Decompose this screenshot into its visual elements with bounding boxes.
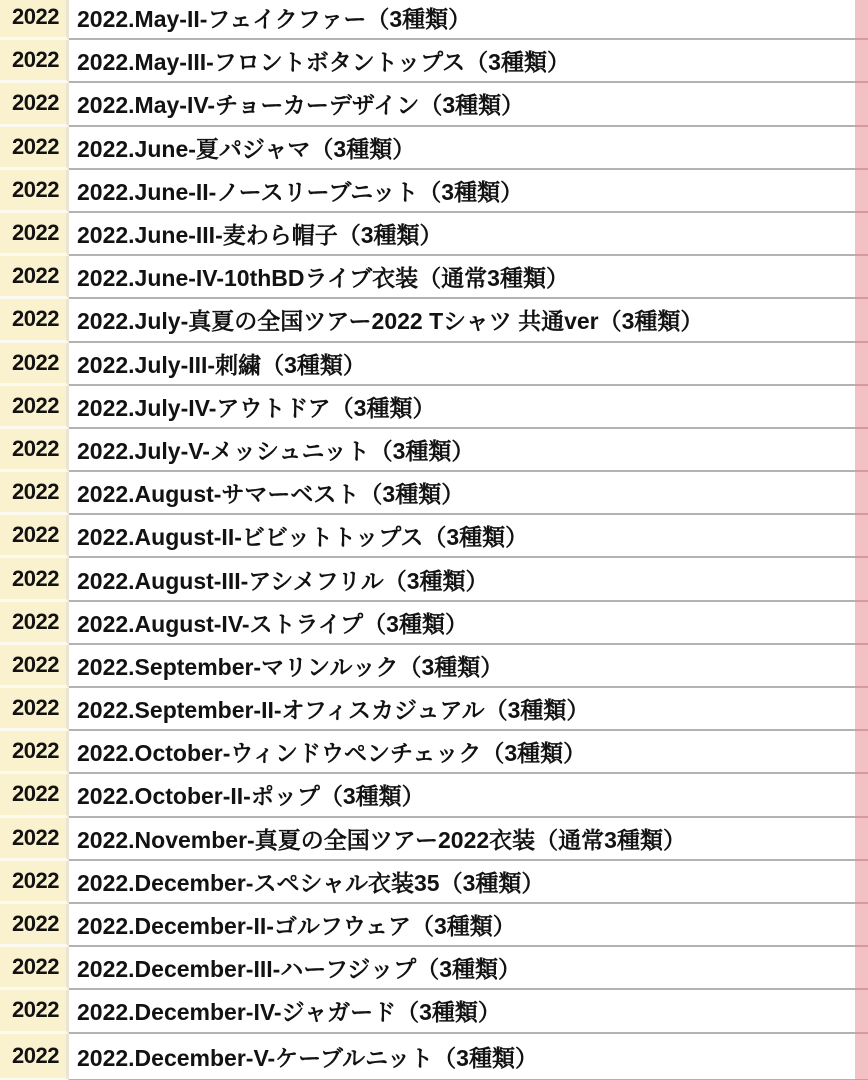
year-cell[interactable]: 2022 — [0, 818, 69, 861]
table-row — [0, 818, 868, 861]
item-name-cell[interactable]: 2022.July-IV-アウトドア（3種類） — [69, 386, 855, 429]
item-name-cell[interactable]: 2022.June-II-ノースリーブニット（3種類） — [69, 170, 855, 213]
year-cell[interactable]: 2022 — [0, 645, 69, 688]
item-name-cell[interactable]: 2022.June-III-麦わら帽子（3種類） — [69, 213, 855, 256]
table-row — [0, 256, 868, 299]
table-row — [0, 1034, 868, 1080]
table-row — [0, 645, 868, 688]
item-name-cell[interactable]: 2022.December-スペシャル衣装35（3種類） — [69, 861, 855, 904]
item-name-cell[interactable]: 2022.September-マリンルック（3種類） — [69, 645, 855, 688]
item-name-cell[interactable]: 2022.September-II-オフィスカジュアル（3種類） — [69, 688, 855, 731]
year-cell[interactable]: 2022 — [0, 515, 69, 558]
year-cell[interactable]: 2022 — [0, 990, 69, 1033]
year-cell[interactable]: 2022 — [0, 602, 69, 645]
year-cell[interactable]: 2022 — [0, 688, 69, 731]
table-row — [0, 990, 868, 1033]
item-name-cell[interactable]: 2022.June-夏パジャマ（3種類） — [69, 127, 855, 170]
item-name-cell[interactable]: 2022.June-IV-10thBDライブ衣装（通常3種類） — [69, 256, 855, 299]
item-name-cell[interactable]: 2022.July-III-刺繍（3種類） — [69, 343, 855, 386]
year-cell[interactable]: 2022 — [0, 343, 69, 386]
next-column-strip[interactable] — [855, 472, 868, 515]
table-row — [0, 83, 868, 126]
item-name-cell[interactable]: 2022.October-II-ポップ（3種類） — [69, 774, 855, 817]
table-row — [0, 0, 868, 40]
table-row — [0, 299, 868, 342]
next-column-strip[interactable] — [855, 343, 868, 386]
table-row — [0, 343, 868, 386]
next-column-strip[interactable] — [855, 947, 868, 990]
next-column-strip[interactable] — [855, 40, 868, 83]
year-cell[interactable]: 2022 — [0, 127, 69, 170]
year-cell[interactable]: 2022 — [0, 558, 69, 601]
item-name-cell[interactable]: 2022.May-II-フェイクファー（3種類） — [69, 0, 855, 40]
table-row — [0, 774, 868, 817]
next-column-strip[interactable] — [855, 213, 868, 256]
item-name-cell[interactable]: 2022.December-III-ハーフジップ（3種類） — [69, 947, 855, 990]
table-row — [0, 40, 868, 83]
year-cell[interactable]: 2022 — [0, 256, 69, 299]
table-row — [0, 731, 868, 774]
next-column-strip[interactable] — [855, 386, 868, 429]
item-name-cell[interactable]: 2022.August-サマーベスト（3種類） — [69, 472, 855, 515]
table-row — [0, 602, 868, 645]
year-cell[interactable]: 2022 — [0, 429, 69, 472]
next-column-strip[interactable] — [855, 904, 868, 947]
year-cell[interactable]: 2022 — [0, 947, 69, 990]
next-column-strip[interactable] — [855, 0, 868, 40]
year-cell[interactable]: 2022 — [0, 1034, 69, 1080]
next-column-strip[interactable] — [855, 127, 868, 170]
next-column-strip[interactable] — [855, 818, 868, 861]
next-column-strip[interactable] — [855, 299, 868, 342]
next-column-strip[interactable] — [855, 256, 868, 299]
table-row — [0, 429, 868, 472]
item-name-cell[interactable]: 2022.July-真夏の全国ツアー2022 Tシャツ 共通ver（3種類） — [69, 299, 855, 342]
item-name-cell[interactable]: 2022.October-ウィンドウペンチェック（3種類） — [69, 731, 855, 774]
year-cell[interactable]: 2022 — [0, 904, 69, 947]
next-column-strip[interactable] — [855, 1034, 868, 1080]
item-name-cell[interactable]: 2022.July-V-メッシュニット（3種類） — [69, 429, 855, 472]
next-column-strip[interactable] — [855, 602, 868, 645]
item-name-cell[interactable]: 2022.August-IV-ストライプ（3種類） — [69, 602, 855, 645]
year-cell[interactable]: 2022 — [0, 861, 69, 904]
year-cell[interactable]: 2022 — [0, 83, 69, 126]
next-column-strip[interactable] — [855, 170, 868, 213]
next-column-strip[interactable] — [855, 990, 868, 1033]
year-cell[interactable]: 2022 — [0, 774, 69, 817]
table-row — [0, 861, 868, 904]
item-name-cell[interactable]: 2022.May-IV-チョーカーデザイン（3種類） — [69, 83, 855, 126]
item-name-cell[interactable]: 2022.December-II-ゴルフウェア（3種類） — [69, 904, 855, 947]
item-name-cell[interactable]: 2022.August-III-アシメフリル（3種類） — [69, 558, 855, 601]
table-row — [0, 127, 868, 170]
table-row — [0, 904, 868, 947]
item-name-cell[interactable]: 2022.December-IV-ジャガード（3種類） — [69, 990, 855, 1033]
table-row — [0, 170, 868, 213]
year-cell[interactable]: 2022 — [0, 170, 69, 213]
next-column-strip[interactable] — [855, 429, 868, 472]
year-cell[interactable]: 2022 — [0, 472, 69, 515]
next-column-strip[interactable] — [855, 688, 868, 731]
next-column-strip[interactable] — [855, 731, 868, 774]
table-row — [0, 386, 868, 429]
year-cell[interactable]: 2022 — [0, 386, 69, 429]
next-column-strip[interactable] — [855, 861, 868, 904]
table-row — [0, 515, 868, 558]
table-row — [0, 947, 868, 990]
year-cell[interactable]: 2022 — [0, 0, 69, 40]
table-row — [0, 472, 868, 515]
year-cell[interactable]: 2022 — [0, 731, 69, 774]
next-column-strip[interactable] — [855, 774, 868, 817]
next-column-strip[interactable] — [855, 645, 868, 688]
item-name-cell[interactable]: 2022.August-II-ビビットトップス（3種類） — [69, 515, 855, 558]
item-name-cell[interactable]: 2022.December-V-ケーブルニット（3種類） — [69, 1034, 855, 1080]
year-cell[interactable]: 2022 — [0, 40, 69, 83]
next-column-strip[interactable] — [855, 83, 868, 126]
item-name-cell[interactable]: 2022.November-真夏の全国ツアー2022衣装（通常3種類） — [69, 818, 855, 861]
table-row — [0, 213, 868, 256]
next-column-strip[interactable] — [855, 515, 868, 558]
year-cell[interactable]: 2022 — [0, 213, 69, 256]
next-column-strip[interactable] — [855, 558, 868, 601]
table-row — [0, 688, 868, 731]
item-name-cell[interactable]: 2022.May-III-フロントボタントップス（3種類） — [69, 40, 855, 83]
table-row — [0, 558, 868, 601]
year-cell[interactable]: 2022 — [0, 299, 69, 342]
